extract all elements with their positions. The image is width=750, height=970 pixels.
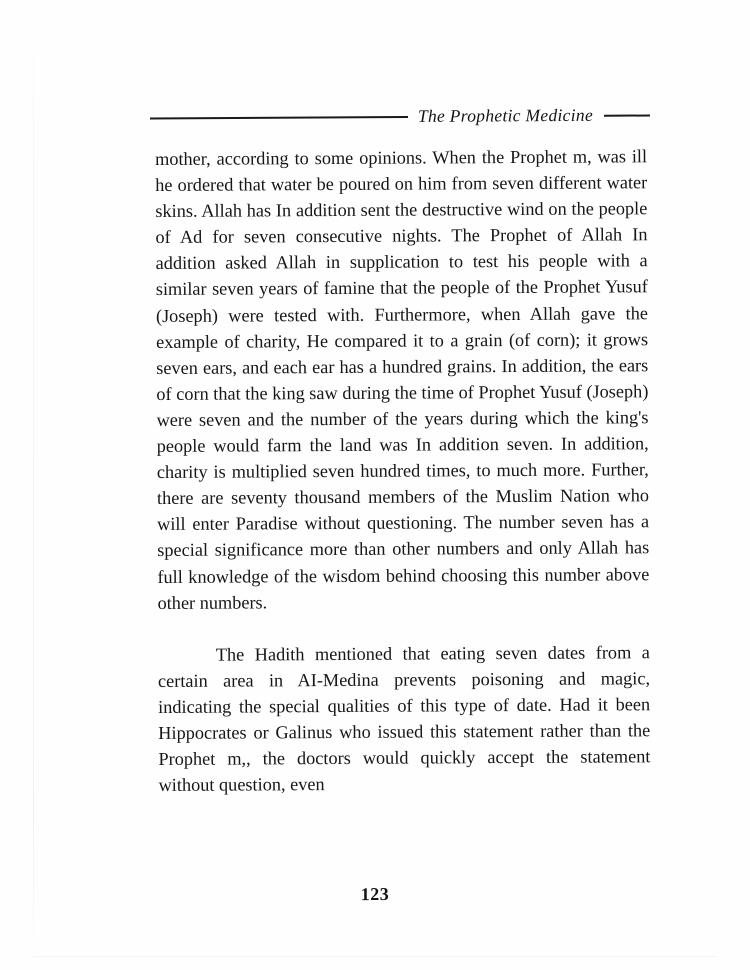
body-paragraph: The Hadith mentioned that eating seven dates from a certain area in AI-Medina prevents poisoning and magic, indicating the special qualities of this type of date. Had it been Hippocrates or Galinus who issued this statement rather than the Prophet m,, the doctors would quickly accept the statement without question, even [157, 641, 651, 796]
running-head-rule-right [604, 114, 650, 116]
body-text-column [155, 143, 651, 798]
running-head-rule-left [150, 116, 408, 120]
body-paragraph: mother, according to some opinions. When the Prophet m, was ill he ordered that water be poured on him from seven different water skins. Allah has In addition sent the destructive wind on the people of Ad for seven consecutive nights. The Prophet of Allah In addition asked Allah in supplication to test his people with a similar seven years of famine that the people of the Prophet Yusuf (Joseph) were tested with. Furthermore, when Allah gave the example of charity, He compared it to a grain (of corn); it grows seven ears, and each ear has a hundred grains. In addition, the ears of corn that the king saw during the time of Prophet Yusuf (Joseph) were seven and the number of the years during which the king's people would farm the land was In addition seven. In addition, charity is multiplied seven hundred times, to much more. Further, there are seventy thousand members of the Muslim Nation who will enter Paradise without questioning. The number seven has a special significance more than other numbers and only Allah has full knowledge of the wisdom behind choosing this number above other numbers. [155, 146, 650, 613]
scan-edge-left [33, 0, 34, 970]
scan-edge-bottom [33, 956, 717, 957]
running-head-title: The Prophetic Medicine [417, 104, 594, 126]
page-number: 123 [360, 883, 390, 905]
running-head [150, 98, 650, 133]
